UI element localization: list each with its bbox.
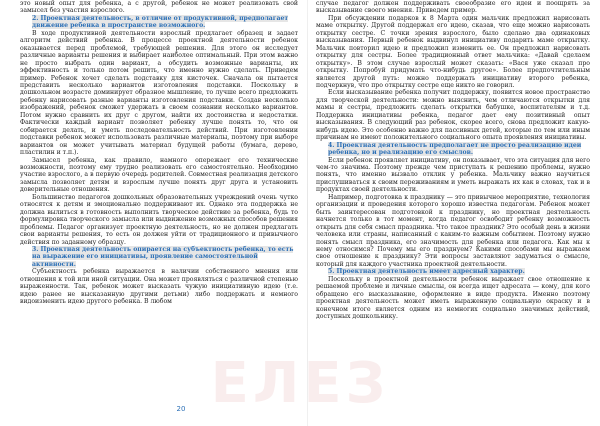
section-heading-4 [316, 142, 590, 157]
highlighted-heading-text: 3. Проектная деятельность опирается на субъектность ребенка, то есть на выражение его инициативы, проявление самостоятельной активности. [32, 245, 294, 268]
page-number: 20 [176, 405, 186, 413]
page-fold [307, 0, 308, 426]
paragraph: Большинство педагогов дошкольных образовательных учреждений очень чутко относятся к детям и эмоционально поддерживают их. Однако эта поддержка не должна вылиться в готовность выполнить творческое действие за ребенка, будь то формулировка творческого замысла или выдвижение возможных способов решения проблемы. Педагог организует проектную деятельность, но не должен предлагать свои варианты решения, то есть он должен уйти от традиционного и привычного действия по заданному образцу. [20, 193, 298, 246]
section-heading-5 [316, 268, 590, 275]
paragraph: Субъектность ребенка выражается в наличии собственного мнения или отношения к той или иной ситуации. Она может проявляться с различной степенью выраженности. Так, ребенок может высказать чужую инициативную идею (т.е. идею ранее не высказанную другими детьми) либо поддержать и немного видоизменить идею другого ребенка. В любом [20, 268, 298, 306]
paragraph: Если ребенок проявляет инициативу, он показывает, что эта ситуация для него чем-то значима. Поэтому прежде чем приступать к решению проблемы, нужно понять, что именно вызвало отклик у ребенка. Мальчику важно научиться прислушиваться к своим переживаниям и уметь выражать их как в словах, так и в продуктах своей деятельности. [316, 156, 590, 194]
section-heading-2 [20, 15, 298, 30]
intro-paragraph: это новый опыт для ребенка, а с другой, ребенок не может реализовать свой замысел без участия взрослого. [20, 0, 298, 15]
highlighted-heading-text: 5. Проектная деятельность имеет адресный характер. [328, 268, 525, 276]
highlighted-heading-text: 4. Проектная деятельность предполагает не просто реализацию идеи ребенка, но и реализацию его смыслов. [328, 141, 582, 157]
paragraph: Поскольку в проектной деятельности ребенок выражает свое отношение к решаемой проблеме и личные смыслы, он всегда ищет адресата — кому, для кого обращено его высказывание, оформление в виде продукта. Именно поэтому проектная деятельность может иметь выраженную социальную окраску и в конечном итоге является одним из немногих социально значимых действий, доступных дошкольнику. [316, 275, 590, 321]
paragraph: В ходе продуктивной деятельности взрослый предлагает образец и задает алгоритм действий ребенка. В процессе проектной деятельности ребенок оказывается перед проблемой, требующей решения. Для этого он исследует различные варианты решения и выбирает наиболее оптимальный. При этом важно не просто выбрать один вариант, а обсудить возможные варианты, их эффективность и только потом решить, что именно нужно сделать. Приведем пример. Ребенок хочет сделать подставку для кисточек. Сначала он пытается представить несколько вариантов изготовления подставки. Поскольку в дошкольном возрасте доминирует образное мышление, то лучше всего предложить ребенку нарисовать разные варианты изготовления подставки. Создав несколько изображений, ребенок сможет удержать в своем сознании несколько вариантов. Потом нужно сравнить их друг с другом, найти их достоинства и недостатки. Фактически каждый вариант позволяет ребенку лучше понять то, что он собирается делать, и уметь последовательность действий. При изготовлении подставки ребенок может использовать различные материалы, поэтому при выборе вариантов он может учитывать материал будущей работы (бумага, дерево, пластилин и т.п.). [20, 29, 298, 157]
paragraph: Например, подготовка к празднику — это привычное мероприятие, технология организации и проведения которого хорошо известна педагогам. Ребенок может быть заинтересован подготовкой к празднику, но проектная деятельность начнется только в тот момент, когда педагог освободит ребенку возможность открыть для себя смысл праздника. Что такое праздник? Это особый день в жизни человека или страны, написанный с каким-то важным событием. Поэтому нужно понять смысл праздника, его значимость для ребенка или педагога. Как мы к нему относимся? Почему мы его празднуем? Какими способами мы выражаем свое отношение к празднику? Эти вопросы заставляют задуматься о смысле, который для каждого участника проектной деятельности. [316, 193, 590, 268]
section-heading-3 [20, 246, 298, 268]
left-page [20, 0, 298, 426]
highlighted-heading-text: 2. Проектная деятельность, в отличие от продуктивной, предполагает движение ребенка в пространстве возможного. [32, 14, 289, 30]
paragraph: Если высказывание ребенка получит поддержку, появится новое пространство для творческой деятельности: можно выяснить, чем отличаются открытки для мамы и сестры, предложить сделать открытки бабушке, воспитателям и т.д. Поддержка инициативы ребенка, педагог дает ему позитивный опыт высказывания. В следующий раз ребенок, скорее всего, снова предложит какую-нибудь идею. Это особенно важно для пассивных детей, которые по тем или иным причинам не имеют положительного социального опыта проявления инициативы. [316, 89, 590, 142]
paragraph: случае педагог должен поддерживать своеобразие его идеи и поощрять за высказывание своего мнения. Приведем пример. [316, 0, 590, 15]
right-page [316, 0, 590, 426]
paragraph: Замысел ребенка, как правило, намного опережает его технические возможности, поэтому ему трудно реализовать его самостоятельно. Необходимо участие взрослого, а в первую очередь родителей. Совместная реализация детского замысла позволяет детям и взрослым лучше понять друг друга и установить доверительные отношения. [20, 156, 298, 194]
watermark: ЕЛЕЗ [210, 351, 390, 416]
paragraph: При обсуждении подарков к 8 Марта один мальчик предложил нарисовать маме открытку. Другой поддержал его идею, сказав, что еще можно нарисовать открытку сестре. С точки зрения взрослого, было сделано два одинаковых высказывания. Первый ребенок выдвинул инициативу подарить маме открытку. Мальчик повторил идею и предложил изменить ее. Он предложил нарисовать открытку для сестры. Более традиционный ответ мальчика: «Давай сделаем открытку». В этом случае взрослый может сказать: «Вася уже сказал про открытку. Попробуй придумать что-нибудь другое». Более предпочтительным является другой путь: можно поддержать инициативу второго ребенка, подчеркнув, что про открытку сестре еще никто не говорил. [316, 14, 590, 89]
